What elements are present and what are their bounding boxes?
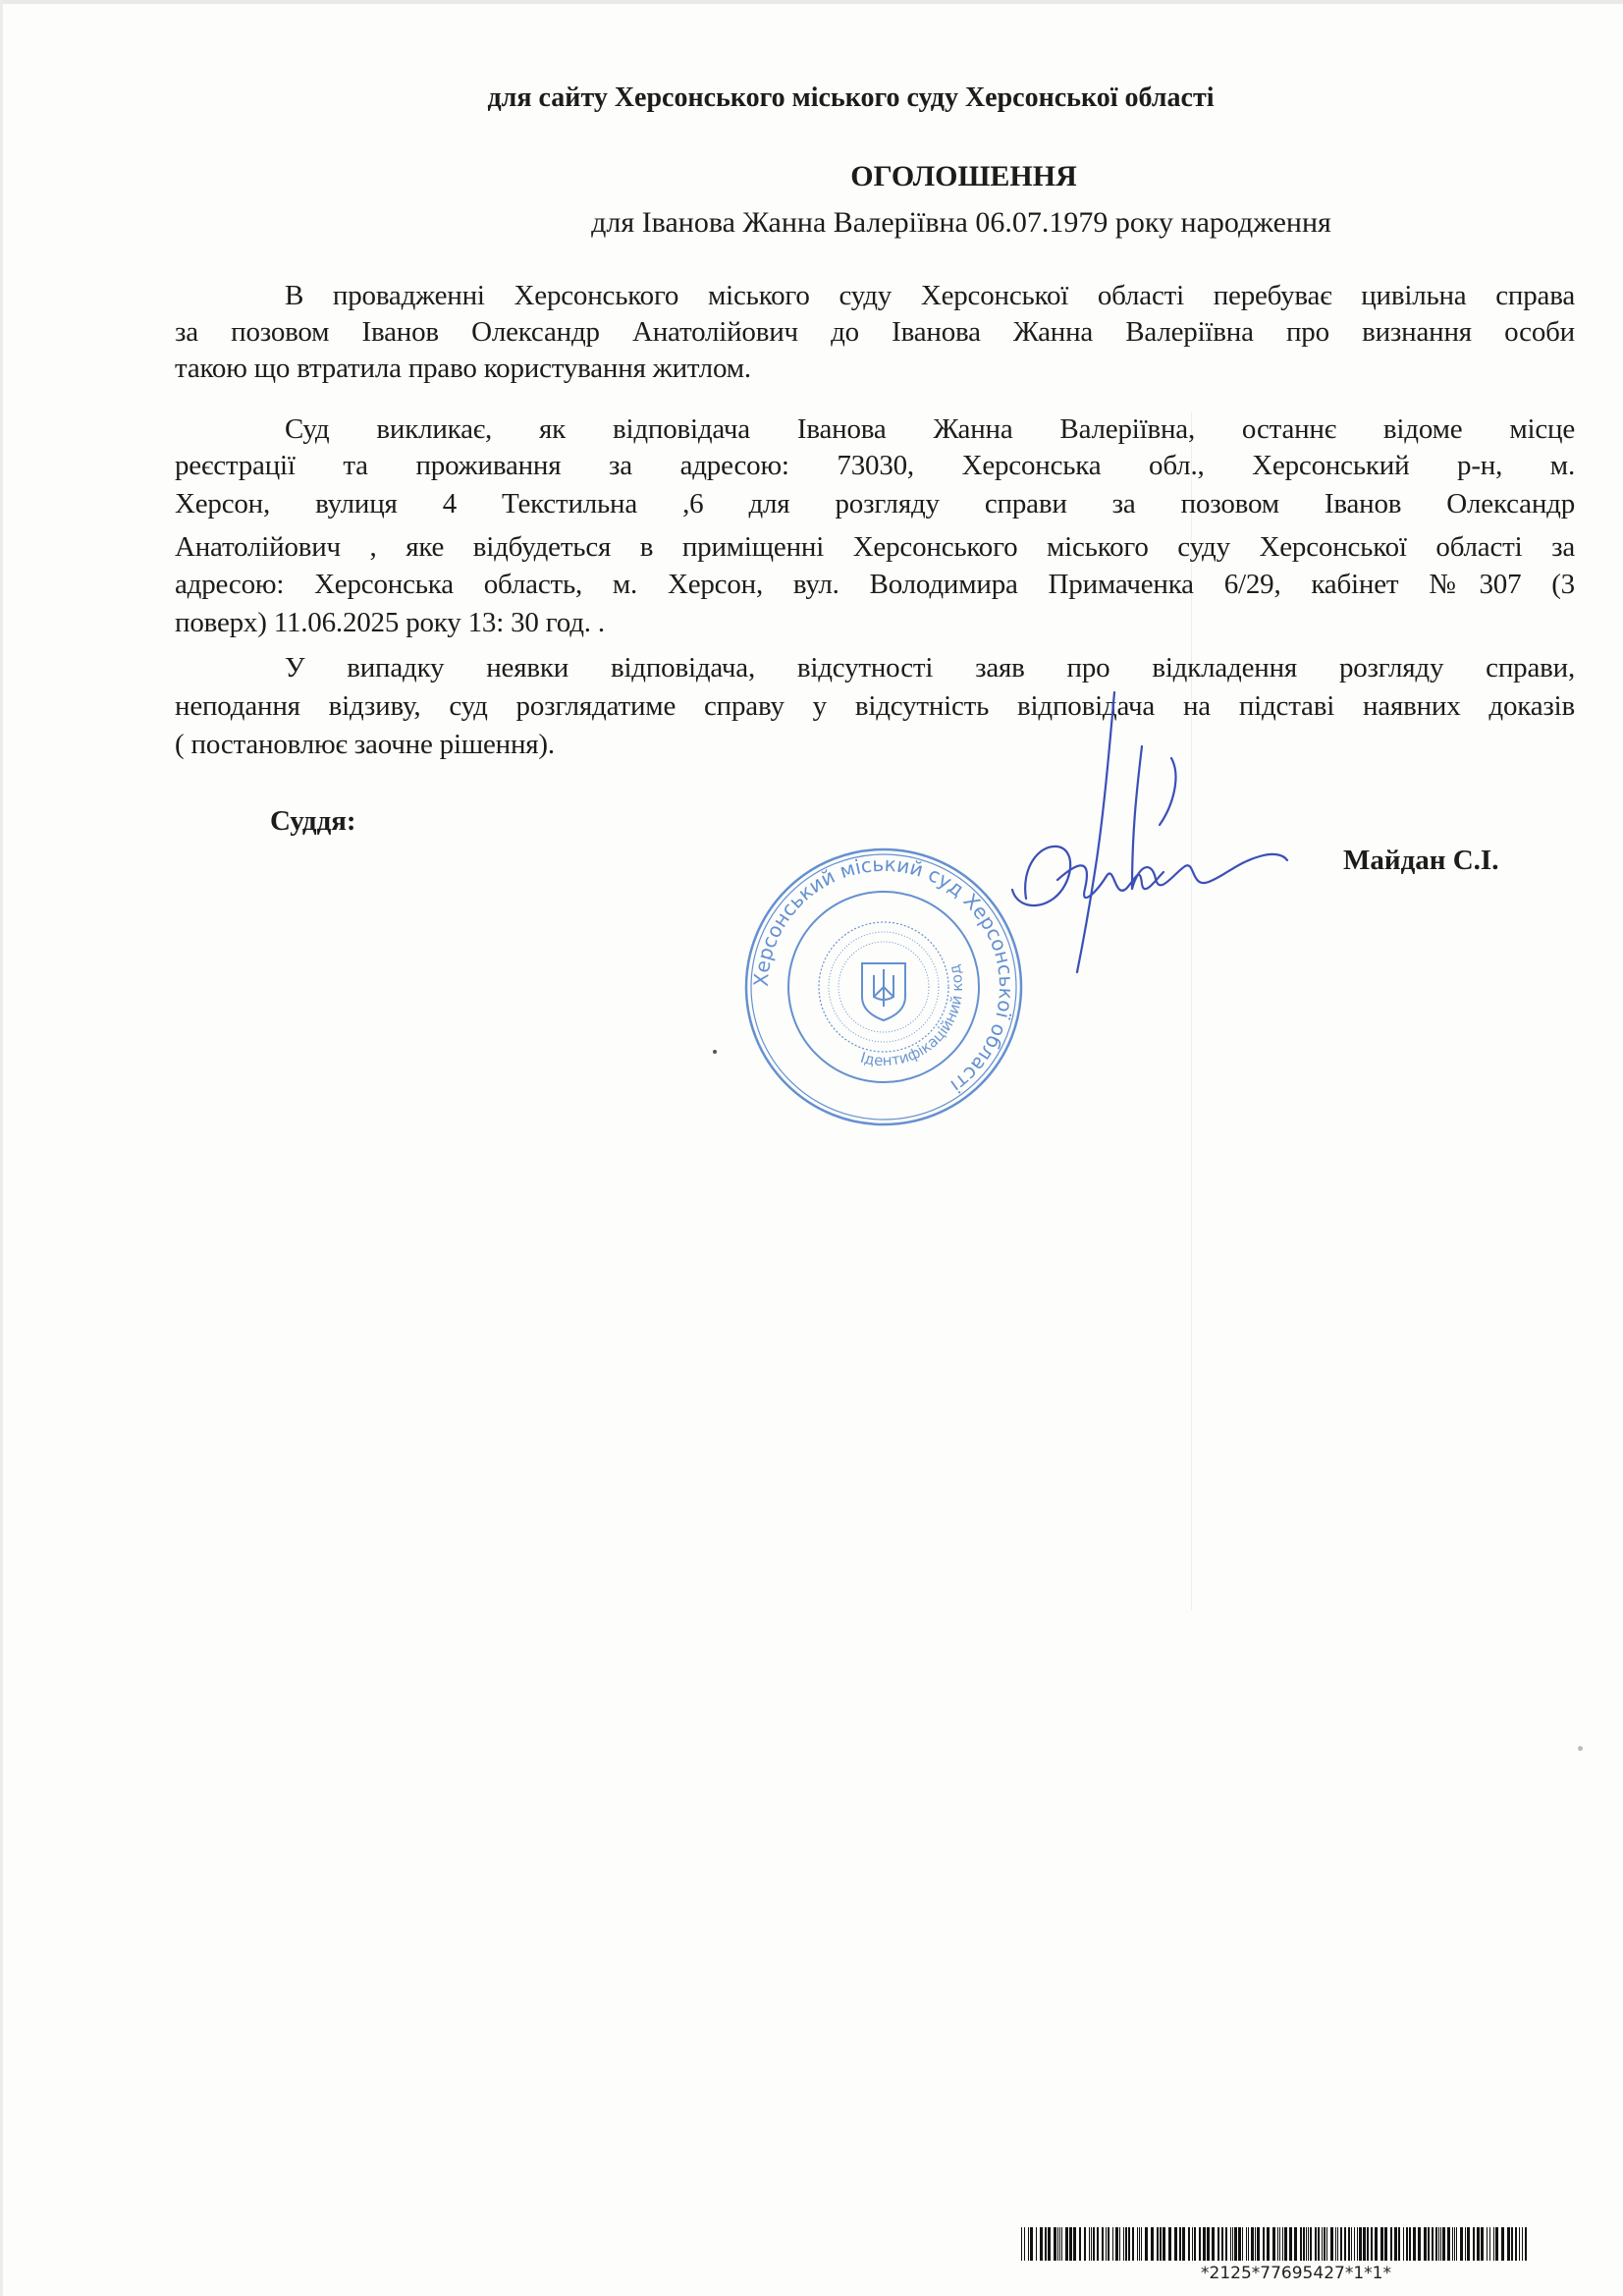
- barcode-bar: [1079, 2227, 1081, 2261]
- barcode-bar: [1263, 2227, 1265, 2261]
- paragraph-line: ( постановлює заочне рішення).: [175, 729, 555, 760]
- barcode-bar: [1073, 2227, 1076, 2261]
- barcode-bar: [1306, 2227, 1307, 2261]
- barcode-bar: [1242, 2227, 1243, 2261]
- judge-label: Суддя:: [270, 805, 356, 837]
- barcode-bar: [1507, 2227, 1510, 2261]
- barcode-bar: [1351, 2227, 1352, 2261]
- document-header: для сайту Херсонського міського суду Херсонської області: [487, 82, 1215, 113]
- barcode-bar: [1324, 2227, 1325, 2261]
- barcode-bar: [1467, 2227, 1470, 2261]
- barcode-bar: [1194, 2227, 1196, 2261]
- barcode-bar: [1054, 2227, 1056, 2261]
- barcode-bar: [1359, 2227, 1362, 2261]
- barcode-bar: [1059, 2227, 1060, 2261]
- barcode-bar: [1432, 2227, 1434, 2261]
- barcode-bar: [1428, 2227, 1430, 2261]
- barcode-bar: [1021, 2227, 1022, 2261]
- barcode-bar: [1168, 2227, 1171, 2261]
- barcode-bar: [1363, 2227, 1366, 2261]
- barcode-bar: [1030, 2227, 1033, 2261]
- barcode-bar: [1163, 2227, 1165, 2261]
- barcode-bar: [1255, 2227, 1256, 2261]
- barcode-bar: [1179, 2227, 1181, 2261]
- barcode-bar: [1294, 2227, 1297, 2261]
- barcode-bar: [1442, 2227, 1445, 2261]
- barcode-bar: [1284, 2227, 1287, 2261]
- barcode-bar: [1132, 2227, 1134, 2261]
- paragraph-line: реєстрації та проживання за адресою: 73030, Херсонська обл., Херсонський р-н, м.: [175, 450, 1575, 481]
- barcode-bar: [1238, 2227, 1241, 2261]
- barcode-bar: [1061, 2227, 1062, 2261]
- barcode-bar: [1246, 2227, 1247, 2261]
- barcode-bar: [1251, 2227, 1254, 2261]
- barcode-bar: [1174, 2227, 1177, 2261]
- paragraph-line: за позовом Іванов Олександр Анатолійович до Іванова Жанна Валеріївна про визнання особи: [175, 316, 1575, 348]
- paragraph-line: такою що втратила право користування житлом.: [175, 353, 751, 384]
- document-subtitle: для Іванова Жанна Валеріївна 06.07.1979 року народження: [591, 206, 1331, 239]
- document-title: ОГОЛОШЕННЯ: [850, 160, 1077, 192]
- barcode-bar: [1125, 2227, 1127, 2261]
- barcode-bar: [1203, 2227, 1206, 2261]
- barcode-bar: [1310, 2227, 1312, 2261]
- document-barcode: [1021, 2227, 1532, 2261]
- barcode-bar: [1340, 2227, 1342, 2261]
- barcode-bar: [1048, 2227, 1051, 2261]
- barcode-bar: [1097, 2227, 1099, 2261]
- barcode-bar: [1371, 2227, 1373, 2261]
- barcode-bar: [1157, 2227, 1159, 2261]
- barcode-bar: [1084, 2227, 1086, 2261]
- barcode-bar: [1452, 2227, 1453, 2261]
- barcode-bar: [1409, 2227, 1411, 2261]
- paragraph-line: адресою: Херсонська область, м. Херсон, вул. Володимира Примаченка 6/29, кабінет №307 (3: [175, 569, 1575, 600]
- barcode-bar: [1315, 2227, 1317, 2261]
- barcode-bar: [1477, 2227, 1480, 2261]
- barcode-bar: [1279, 2227, 1280, 2261]
- barcode-bar: [1151, 2227, 1154, 2261]
- paragraph-line: В провадженні Херсонського міського суду Херсонської області перебуває цивільна справа: [285, 280, 1575, 311]
- barcode-bar: [1326, 2227, 1327, 2261]
- barcode-bar: [1045, 2227, 1047, 2261]
- barcode-bar: [1277, 2227, 1278, 2261]
- barcode-bar: [1300, 2227, 1302, 2261]
- barcode-bar: [1248, 2227, 1249, 2261]
- paragraph-line: Анатолійович , яке відбудеться в приміщенні Херсонського міського суду Херсонської області за: [175, 531, 1575, 563]
- barcode-bar: [1398, 2227, 1400, 2261]
- barcode-bar: [1337, 2227, 1338, 2261]
- barcode-number: *2125*77695427*1*1*: [1201, 2264, 1391, 2283]
- barcode-bar: [1108, 2227, 1109, 2261]
- barcode-bar: [1123, 2227, 1124, 2261]
- barcode-bar: [1318, 2227, 1320, 2261]
- barcode-bar: [1028, 2227, 1029, 2261]
- seal-inner-text: Ідентифікаційний код: [858, 962, 967, 1070]
- barcode-bar: [1089, 2227, 1090, 2261]
- barcode-bar: [1282, 2227, 1283, 2261]
- barcode-bar: [1357, 2227, 1358, 2261]
- barcode-bar: [1440, 2227, 1441, 2261]
- barcode-bar: [1303, 2227, 1305, 2261]
- paragraph-line: У випадку неявки відповідача, відсутності заяв про відкладення розгляду справи,: [285, 652, 1575, 683]
- barcode-bar: [1403, 2227, 1404, 2261]
- barcode-bar: [1354, 2227, 1355, 2261]
- seal-outer-text: Херсонський міський суд Херсонської області: [748, 851, 1019, 1098]
- barcode-bar: [1522, 2227, 1523, 2261]
- paragraph-line: неподання відзиву, суд розглядатиме справу у відсутність відповідача на підставі наявних доказів: [175, 690, 1575, 722]
- barcode-bar: [1380, 2227, 1383, 2261]
- barcode-bar: [1390, 2227, 1392, 2261]
- barcode-bar: [1487, 2227, 1488, 2261]
- barcode-bar: [1454, 2227, 1455, 2261]
- barcode-bar: [1141, 2227, 1142, 2261]
- barcode-bar: [1024, 2227, 1025, 2261]
- barcode-bar: [1040, 2227, 1043, 2261]
- barcode-bar: [1212, 2227, 1215, 2261]
- barcode-bar: [1344, 2227, 1346, 2261]
- scan-edge: [0, 0, 3, 2296]
- barcode-bar: [1438, 2227, 1439, 2261]
- barcode-bar: [1367, 2227, 1369, 2261]
- barcode-bar: [1348, 2227, 1350, 2261]
- barcode-bar: [1192, 2227, 1193, 2261]
- barcode-bar: [1525, 2227, 1527, 2261]
- judge-name: Майдан С.І.: [1343, 845, 1499, 876]
- barcode-bar: [1221, 2227, 1223, 2261]
- barcode-bar: [1322, 2227, 1323, 2261]
- barcode-bar: [1384, 2227, 1387, 2261]
- barcode-bar: [1515, 2227, 1517, 2261]
- barcode-bar: [1413, 2227, 1416, 2261]
- barcode-bar: [1234, 2227, 1237, 2261]
- scan-speck: [1578, 1746, 1583, 1751]
- barcode-bar: [1102, 2227, 1104, 2261]
- barcode-bar: [1456, 2227, 1457, 2261]
- barcode-bar: [1232, 2227, 1233, 2261]
- barcode-bar: [1160, 2227, 1162, 2261]
- barcode-bar: [1137, 2227, 1138, 2261]
- barcode-bar: [1330, 2227, 1333, 2261]
- barcode-bar: [1465, 2227, 1466, 2261]
- barcode-bar: [1272, 2227, 1275, 2261]
- barcode-bar: [1199, 2227, 1201, 2261]
- barcode-bar: [1418, 2227, 1421, 2261]
- barcode-bar: [1065, 2227, 1068, 2261]
- barcode-bar: [1145, 2227, 1148, 2261]
- barcode-bar: [1375, 2227, 1378, 2261]
- barcode-bar: [1036, 2227, 1037, 2261]
- barcode-bar: [1501, 2227, 1504, 2261]
- barcode-bar: [1119, 2227, 1120, 2261]
- barcode-bar: [1057, 2227, 1058, 2261]
- barcode-bar: [1230, 2227, 1231, 2261]
- barcode-bar: [1188, 2227, 1190, 2261]
- barcode-bar: [1511, 2227, 1513, 2261]
- barcode-bar: [1207, 2227, 1210, 2261]
- barcode-bar: [1473, 2227, 1475, 2261]
- judge-signature: [967, 687, 1291, 982]
- barcode-bar: [1139, 2227, 1140, 2261]
- barcode-bar: [1424, 2227, 1427, 2261]
- paragraph-line: Херсон, вулиця 4 Текстильна ,6 для розгляду справи за позовом Іванов Олександр: [175, 488, 1575, 519]
- barcode-bar: [1308, 2227, 1309, 2261]
- barcode-bar: [1460, 2227, 1463, 2261]
- barcode-bar: [1069, 2227, 1072, 2261]
- barcode-bar: [1182, 2227, 1185, 2261]
- scan-edge: [0, 0, 1623, 4]
- barcode-bar: [1519, 2227, 1520, 2261]
- barcode-bar: [1093, 2227, 1095, 2261]
- paragraph-line: Суд викликає, як відповідача Іванова Жанна Валеріївна, останнє відоме місце: [285, 413, 1575, 445]
- barcode-bar: [1447, 2227, 1450, 2261]
- barcode-bar: [1493, 2227, 1494, 2261]
- barcode-bar: [1257, 2227, 1260, 2261]
- barcode-bar: [1115, 2227, 1118, 2261]
- barcode-bar: [1495, 2227, 1498, 2261]
- barcode-bar: [1128, 2227, 1130, 2261]
- barcode-bar: [1112, 2227, 1113, 2261]
- barcode-bar: [1106, 2227, 1107, 2261]
- barcode-bar: [1481, 2227, 1484, 2261]
- coat-of-arms-icon: [862, 963, 905, 1020]
- barcode-bar: [1394, 2227, 1397, 2261]
- barcode-bar: [1267, 2227, 1270, 2261]
- barcode-bar: [1489, 2227, 1490, 2261]
- paragraph-line: поверх) 11.06.2025 року 13: 30 год. .: [175, 607, 605, 638]
- barcode-bar: [1335, 2227, 1336, 2261]
- barcode-bar: [1435, 2227, 1437, 2261]
- barcode-bar: [1289, 2227, 1292, 2261]
- barcode-bar: [1217, 2227, 1219, 2261]
- barcode-bar: [1091, 2227, 1092, 2261]
- scan-speck: [713, 1050, 717, 1054]
- barcode-bar: [1225, 2227, 1227, 2261]
- barcode-bar: [1406, 2227, 1408, 2261]
